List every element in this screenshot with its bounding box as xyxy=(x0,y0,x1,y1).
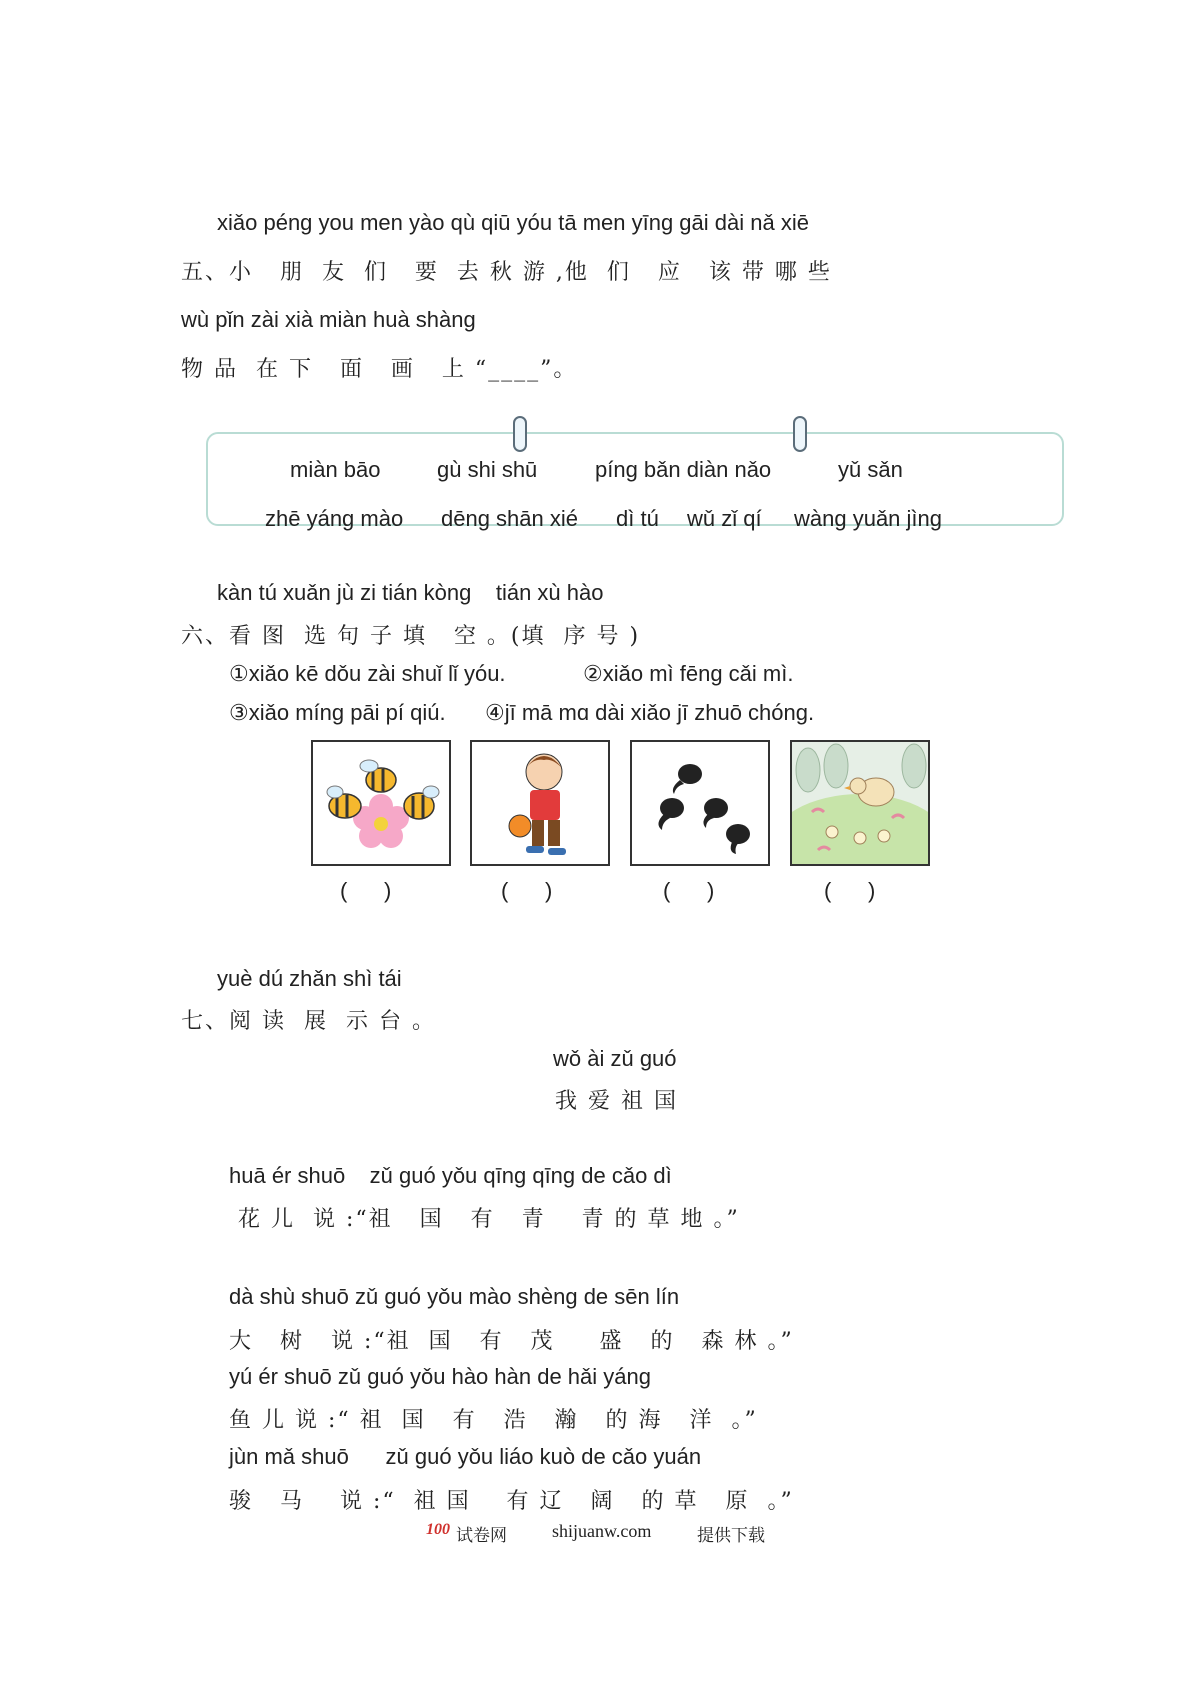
option-4: ④jī mā mɑ dài xiǎo jī zhuō chóng. xyxy=(485,700,815,725)
boy-icon xyxy=(526,754,566,855)
poem-line-text: 大 树 说 :“祖 国 有 茂 盛 的 森 林 。” xyxy=(229,1329,794,1354)
poem-title-pinyin: wǒ ài zǔ guó xyxy=(553,1046,677,1071)
section5-heading-2: 物 品 在 下 面 画 上 “____”。 xyxy=(181,357,578,382)
poem-title: 我 爱 祖 国 xyxy=(555,1089,678,1114)
flower-icon xyxy=(353,794,409,848)
word-item: yǔ sǎn xyxy=(838,457,903,482)
footer-note: 提供下载 xyxy=(697,1526,765,1546)
tadpole-icon xyxy=(703,798,728,828)
bee-icon xyxy=(404,786,439,819)
answer-blank[interactable]: ( ) xyxy=(824,878,876,903)
poem-line-pinyin: yú ér shuō zǔ guó yǒu hào hàn de hǎi yáng xyxy=(229,1364,651,1389)
word-item: wǔ zǐ qí xyxy=(687,506,762,531)
bee-icon xyxy=(327,786,361,818)
word-item: wàng yuǎn jìng xyxy=(794,506,942,531)
tadpole-icon xyxy=(726,824,750,854)
tadpole-icon xyxy=(658,798,684,830)
boy-ball-picture xyxy=(470,740,610,866)
section5-pinyin-1: xiǎo péng you men yào qù qiū yóu tā men yīng gāi dài nǎ xiē xyxy=(217,210,809,235)
answer-blank[interactable]: ( ) xyxy=(340,878,392,903)
bees-flower-picture xyxy=(311,740,451,866)
binder-clip-icon xyxy=(513,416,527,452)
section7-pinyin: yuè dú zhǎn shì tái xyxy=(217,966,402,991)
section5-heading-1: 五、小 朋 友 们 要 去 秋 游 ,他 们 应 该 带 哪 些 xyxy=(181,260,832,285)
poem-line-text: 鱼 儿 说 :“ 祖 国 有 浩 瀚 的 海 洋 。” xyxy=(229,1408,758,1433)
word-item: dēng shān xié xyxy=(441,506,578,531)
word-item: dì tú xyxy=(616,506,659,531)
answer-blank[interactable]: ( ) xyxy=(501,878,553,903)
site-domain[interactable]: shijuanw.com xyxy=(552,1521,652,1541)
poem-line-pinyin: dà shù shuō zǔ guó yǒu mào shèng de sēn lín xyxy=(229,1284,680,1309)
section5-pinyin-2: wù pǐn zài xià miàn huà shàng xyxy=(181,307,476,332)
section7-heading: 七、阅 读 展 示 台 。 xyxy=(181,1009,436,1034)
word-item: zhē yáng mào xyxy=(265,506,404,531)
site-name: 试卷网 xyxy=(456,1526,507,1546)
option-3: ③xiǎo míng pāi pí qiú. xyxy=(229,700,446,725)
site-logo: 100 xyxy=(426,1521,450,1538)
word-item: miàn bāo xyxy=(290,457,381,482)
bee-icon xyxy=(360,760,396,792)
poem-line-pinyin: huā ér shuō zǔ guó yǒu qīng qīng de cǎo dì xyxy=(229,1163,672,1188)
binder-clip-icon xyxy=(793,416,807,452)
answer-blank[interactable]: ( ) xyxy=(663,878,715,903)
tadpoles-picture xyxy=(630,740,770,866)
word-item: píng bǎn diàn nǎo xyxy=(595,457,772,482)
hen-chicks-picture xyxy=(790,740,930,866)
section6-heading: 六、看 图 选 句 子 填 空 。(填 序 号 ) xyxy=(181,624,641,649)
option-2: ②xiǎo mì fēng cǎi mì. xyxy=(583,661,794,686)
tadpole-icon xyxy=(673,764,702,794)
section6-pinyin: kàn tú xuǎn jù zi tián kòng tián xù hào xyxy=(217,580,604,605)
poem-line-text: 花 儿 说 :“祖 国 有 青 青 的 草 地 。” xyxy=(229,1207,740,1232)
ball-icon xyxy=(509,815,531,837)
word-item: gù shi shū xyxy=(437,457,538,482)
poem-line-pinyin: jùn mǎ shuō zǔ guó yǒu liáo kuò de cǎo yuán xyxy=(229,1444,702,1469)
option-1: ①xiǎo kē dǒu zài shuǐ lǐ yóu. xyxy=(229,661,506,686)
poem-line-text: 骏 马 说 :“ 祖 国 有 辽 阔 的 草 原 。” xyxy=(229,1489,794,1514)
